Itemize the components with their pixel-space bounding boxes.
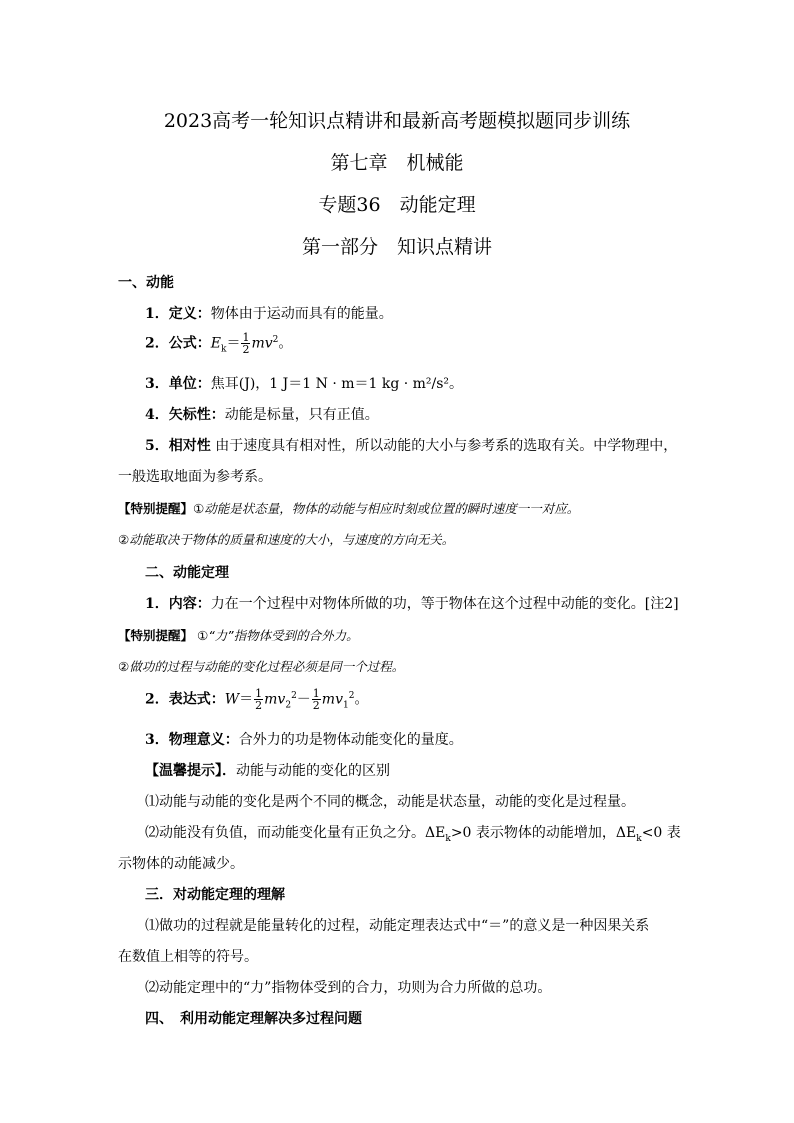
- understanding-item-1b: 在数值上相等的符号。: [118, 949, 258, 965]
- chapter-title: 第七章 机械能: [330, 152, 464, 174]
- formula-exponent: 2: [272, 334, 279, 345]
- expression-frac1-num: 1: [255, 687, 263, 700]
- definition-line: [145, 303, 715, 323]
- tip1-text-1: ①动能是状态量，物体的动能与相应时刻或位置的瞬时速度一一对应。: [193, 501, 580, 516]
- expression-term1-sub: 2: [285, 700, 292, 711]
- warm-item-3: 示物体的动能减少。: [118, 856, 244, 872]
- tip1-line-1: [118, 499, 688, 517]
- relative-line-2: 一般选取地面为参考系。: [118, 469, 272, 485]
- warm-item-2-c: >0 表示物体的动能增加，ΔE: [450, 825, 637, 841]
- content-text: 力在一个过程中对物体所做的功，等于物体在这个过程中动能的变化。[注2]: [210, 596, 679, 612]
- expression-term2-sub: 1: [342, 700, 349, 711]
- expression-fraction-1: [254, 688, 263, 711]
- expression-end: 。: [354, 691, 369, 708]
- part-title: 第一部分 知识点精讲: [301, 236, 492, 258]
- expression-term1: mv: [264, 691, 286, 708]
- warm-title: 动能与动能的变化的区别: [236, 763, 390, 779]
- expression-fraction-2: [312, 688, 321, 711]
- expression-eq: ＝: [239, 691, 254, 708]
- content-label: 1．内容：: [145, 596, 211, 612]
- expression-term1-exp: 2: [291, 690, 297, 701]
- unit-line: [145, 373, 715, 393]
- relative-line-1: [145, 435, 715, 455]
- section2-heading: 二、动能定理: [145, 565, 229, 581]
- expression-term2-exp: 2: [348, 690, 355, 701]
- definition-text: 物体由于运动而具有的能量。: [210, 306, 393, 322]
- relative-text-1: 由于速度具有相对性，所以动能的大小与参考系的选取有关。中学物理中，: [215, 438, 678, 454]
- section3-heading: 三．对动能定理的理解: [145, 887, 285, 903]
- unit-label: 3．单位：: [145, 376, 211, 392]
- formula-line: [145, 332, 715, 355]
- formula-end: 。: [278, 335, 293, 352]
- expression-frac2-den: 2: [312, 699, 320, 712]
- warm-item-1: ⑴动能与动能的变化是两个不同的概念，动能是状态量，动能的变化是过程量。: [145, 794, 635, 810]
- tip2-line-1: [118, 626, 688, 644]
- fraction-numerator: 1: [242, 331, 250, 344]
- understanding-item-1a: ⑴做功的过程就是能量转化的过程，动能定理表达式中“＝”的意义是一种因果关系: [145, 918, 650, 934]
- content-line: [145, 593, 715, 613]
- understanding-item-2: ⑵动能定理中的“力”指物体受到的合力，功则为合力所做的总功。: [145, 980, 552, 996]
- formula-rhs: mv: [251, 335, 273, 352]
- vector-label: 4．矢标性：: [145, 407, 225, 423]
- warm-label: 【温馨提示】．: [145, 763, 236, 779]
- vector-text: 动能是标量，只有正值。: [224, 407, 379, 423]
- tip2-text-1: ①“力”指物体受到的合外力。: [197, 628, 359, 643]
- meaning-label: 3．物理意义：: [145, 732, 239, 748]
- formula-fraction: [241, 332, 250, 355]
- formula-eq: ＝: [226, 335, 241, 352]
- warm-item-2-sub2: k: [636, 833, 642, 844]
- formula-sub: k: [220, 344, 227, 355]
- expression-term2: mv: [321, 691, 343, 708]
- section1-heading: 一、动能: [118, 275, 174, 291]
- section4-heading: 四、 利用动能定理解决多过程问题: [145, 1011, 362, 1027]
- expression-w: W: [224, 691, 240, 708]
- tip1-line-2: ②动能取决于物体的质量和速度的大小，与速度的方向无关。: [118, 532, 455, 547]
- formula-lhs: E: [210, 335, 221, 352]
- unit-text: 焦耳(J)，1 J＝1 N · m＝1 kg · m²/s²。: [210, 376, 464, 392]
- warm-item-2-a: ⑵动能没有负值，而动能变化量有正负之分。ΔE: [145, 825, 446, 841]
- warm-line: [145, 760, 715, 780]
- expression-line: [145, 688, 715, 711]
- definition-label: 1．定义：: [145, 306, 211, 322]
- expression-frac2-num: 1: [312, 687, 320, 700]
- meaning-text: 合外力的功是物体动能变化的量度。: [238, 732, 463, 748]
- relative-label: 5．相对性: [145, 438, 211, 454]
- tip1-label: 【特别提醒】: [118, 501, 194, 516]
- warm-item-2-sub1: k: [445, 833, 451, 844]
- warm-item-2-e: <0 表: [641, 825, 681, 841]
- tip2-label: 【特别提醒】: [118, 628, 194, 643]
- tip2-line-2: ②做功的过程与动能的变化过程必须是同一个过程。: [118, 659, 405, 674]
- formula-label: 2．公式：: [145, 335, 211, 352]
- meaning-line: [145, 729, 715, 749]
- topic-title: 专题36 动能定理: [318, 194, 476, 216]
- fraction-denominator: 2: [242, 343, 250, 356]
- expression-minus: －: [296, 691, 311, 708]
- vector-line: [145, 404, 715, 424]
- expression-label: 2．表达式：: [145, 691, 225, 708]
- expression-frac1-den: 2: [255, 699, 263, 712]
- series-title: 2023高考一轮知识点精讲和最新高考题模拟题同步训练: [163, 110, 631, 132]
- warm-item-2: [145, 822, 715, 844]
